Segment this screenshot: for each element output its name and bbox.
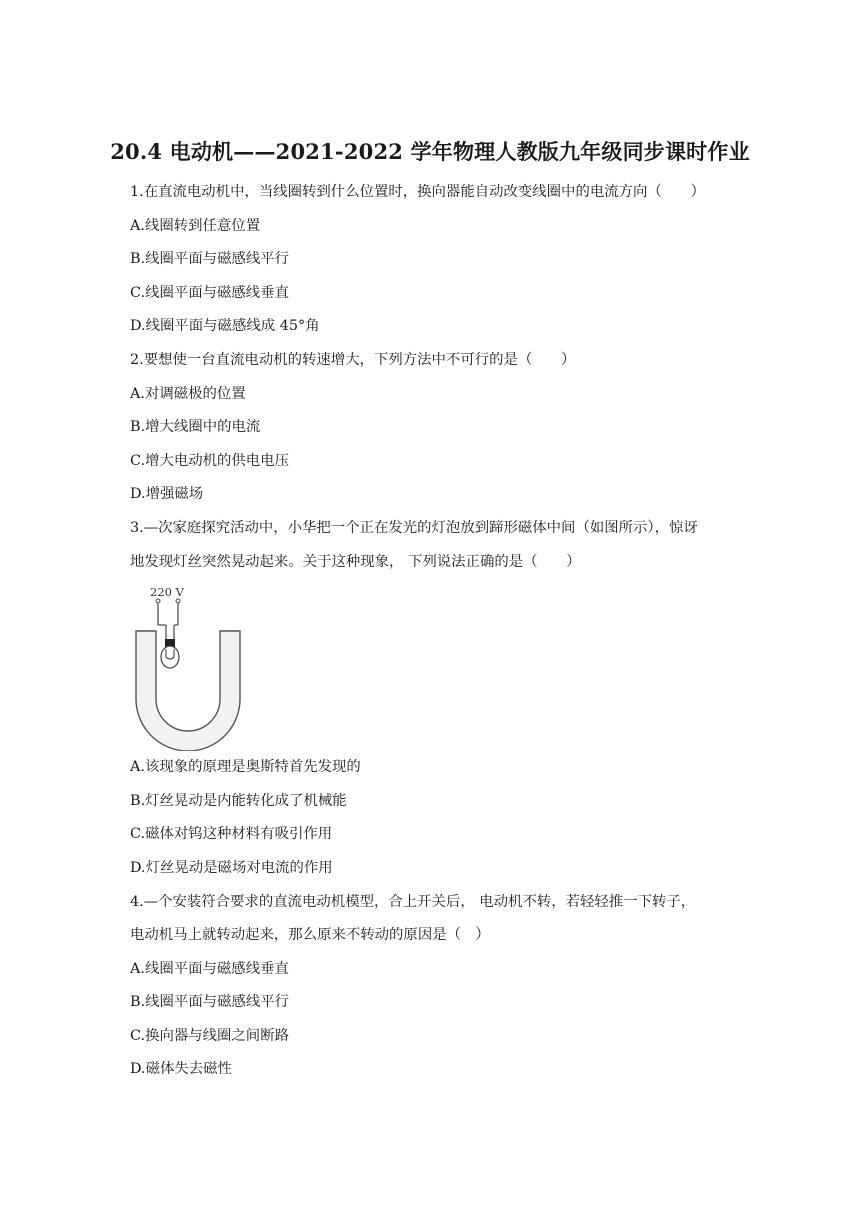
question-3-option-a: A.该现象的原理是奥斯特首先发现的 <box>130 759 361 776</box>
question-3-option-b: B.灯丝晃动是内能转化成了机械能 <box>130 792 347 809</box>
question-1-option-b: B.线圈平面与磁感线平行 <box>130 251 290 268</box>
magnet-outline <box>136 631 240 751</box>
question-4-option-c: C.换向器与线圈之间断路 <box>130 1027 289 1044</box>
question-4-stem-line-2: 电动机马上就转动起来，那么原来不转动的原因是（ ） <box>130 927 490 944</box>
horseshoe-magnet-bulb-diagram <box>130 581 250 751</box>
question-3-stem-line-1: 3.—次家庭探究活动中，小华把一个正在发光的灯泡放到蹄形磁体中间（如图所示），惊讶 <box>130 519 698 536</box>
voltage-label: 220 V <box>150 585 184 600</box>
terminal-left <box>156 599 160 603</box>
question-list <box>130 176 740 1087</box>
question-1-option-c: C.线圈平面与磁感线垂直 <box>130 284 289 301</box>
question-4-option-a: A.线圈平面与磁感线垂直 <box>130 960 289 977</box>
question-2-option-a: A.对调磁极的位置 <box>130 385 246 402</box>
question-3-option-d: D.灯丝晃动是磁场对电流的作用 <box>130 859 333 876</box>
question-1-option-a: A.线圈转到任意位置 <box>130 217 261 234</box>
question-2-option-b: B.增大线圈中的电流 <box>130 419 261 436</box>
question-4-option-d: D.磁体失去磁性 <box>130 1061 232 1078</box>
question-3-stem-line-2: 地发现灯丝突然晃动起来。关于这种现象， 下列说法正确的是（ ） <box>130 553 581 570</box>
question-2-option-c: C.增大电动机的供电电压 <box>130 452 289 469</box>
question-1-stem: 1.在直流电动机中，当线圈转到什么位置时，换向器能自动改变线圈中的电流方向（ ） <box>130 184 705 200</box>
question-2-option-d: D.增强磁场 <box>130 486 204 503</box>
bulb-glass <box>161 646 179 668</box>
horseshoe-magnet-figure <box>130 581 250 751</box>
question-4-option-b: B.线圈平面与磁感线平行 <box>130 994 290 1011</box>
terminal-right <box>176 599 180 603</box>
question-1-option-d: D.线圈平面与磁感线成 45°角 <box>130 318 320 335</box>
question-3-option-c: C.磁体对钨这种材料有吸引作用 <box>130 826 333 843</box>
question-4-stem-line-1: 4.—个安装符合要求的直流电动机模型，合上开关后， 电动机不转，若轻轻推一下转子， <box>130 893 696 910</box>
page-title: 20.4 电动机——2021-2022 学年物理人教版九年级同步课时作业 <box>110 139 750 164</box>
question-2-stem: 2.要想使一台直流电动机的转速增大，下列方法中不可行的是（ ） <box>130 351 576 368</box>
